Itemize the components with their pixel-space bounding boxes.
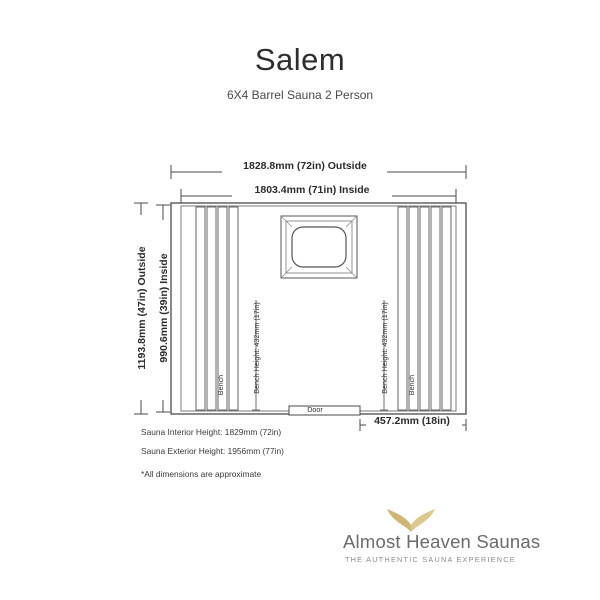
door-label: Door bbox=[307, 405, 323, 414]
bench-left-label: Bench bbox=[216, 374, 225, 396]
bench-right bbox=[398, 207, 451, 410]
outside-height-label: 1193.8mm (47in) Outside bbox=[136, 246, 148, 370]
logo-tagline: THE AUTHENTIC SAUNA EXPERIENCE bbox=[345, 555, 516, 564]
note-interior-height: Sauna Interior Height: 1829mm (72in) bbox=[141, 427, 282, 437]
inside-width-dimension bbox=[181, 183, 456, 203]
window-unit bbox=[281, 216, 357, 278]
bench-height-left-dimension bbox=[252, 300, 261, 410]
inside-width-label: 1803.4mm (71in) Inside bbox=[254, 184, 370, 196]
outside-height-dimension bbox=[134, 203, 148, 414]
outside-width-dimension bbox=[171, 159, 466, 179]
outside-width-label: 1828.8mm (72in) Outside bbox=[243, 160, 367, 172]
logo-name: Almost Heaven Saunas bbox=[343, 531, 541, 552]
wings-icon bbox=[385, 505, 437, 533]
note-exterior-height: Sauna Exterior Height: 1956mm (77in) bbox=[141, 446, 284, 456]
inside-height-dimension bbox=[156, 205, 170, 412]
bench-height-left-label: Bench Height: 432mm (17in) bbox=[252, 302, 261, 394]
bench-height-right-dimension bbox=[380, 300, 389, 410]
note-approximate: *All dimensions are approximate bbox=[141, 469, 262, 479]
page-subtitle: 6X4 Barrel Sauna 2 Person bbox=[226, 88, 374, 102]
inside-height-label: 990.6mm (39in) Inside bbox=[158, 253, 170, 363]
page-title: Salem bbox=[254, 42, 346, 77]
bench-height-right-label: Bench Height: 432mm (17in) bbox=[380, 302, 389, 394]
door-width-dimension bbox=[360, 415, 466, 431]
door-opening bbox=[289, 406, 360, 415]
brand-logo bbox=[330, 505, 580, 575]
bench-right-label: Bench bbox=[407, 374, 416, 396]
door-width-label: 457.2mm (18in) bbox=[374, 415, 450, 427]
